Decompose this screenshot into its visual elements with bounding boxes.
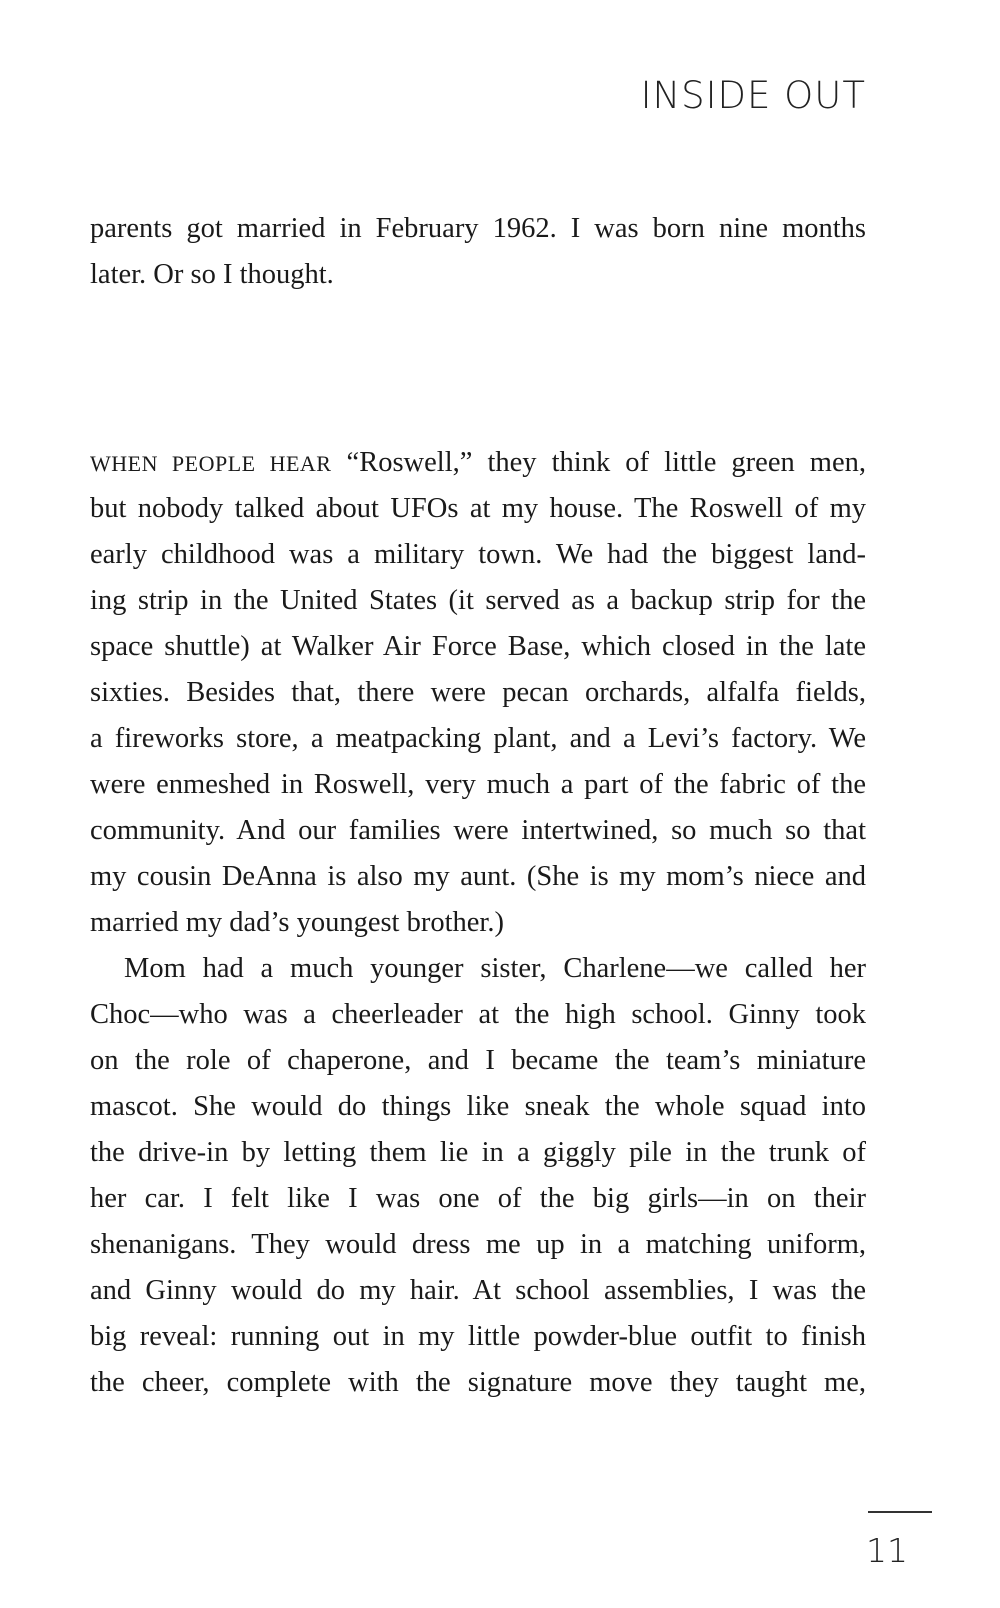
text-line: my cousin DeAnna is also my aunt. (She is my mom’s niece and (90, 861, 866, 892)
text-line: but nobody talked about UFOs at my house. The Roswell of my (90, 493, 866, 524)
text-line: her car. I felt like I was one of the big girls—in on their (90, 1183, 866, 1214)
text-line: a fireworks store, a meatpacking plant, and a Levi’s factory. We (90, 723, 866, 754)
text-line: community. And our families were intertwined, so much so that (90, 815, 866, 846)
page-number: 11 (866, 1531, 908, 1570)
text-line: married my dad’s youngest brother.) (90, 907, 504, 938)
text-line: shenanigans. They would dress me up in a matching uniform, (90, 1229, 866, 1260)
text-line-first (90, 440, 866, 486)
section-body (90, 440, 866, 1406)
text-line: mascot. She would do things like sneak the whole squad into (90, 1091, 866, 1122)
text-line: big reveal: running out in my little powder-blue outfit to finish (90, 1321, 866, 1352)
text-line: and Ginny would do my hair. At school assemblies, I was the (90, 1275, 866, 1306)
folio-rule (868, 1511, 932, 1513)
text-line: later. Or so I thought. (90, 259, 334, 290)
text-line: space shuttle) at Walker Air Force Base, which closed in the late (90, 631, 866, 662)
text-line: the drive-in by letting them lie in a giggly pile in the trunk of (90, 1137, 866, 1168)
section-lead-in: WHEN PEOPLE HEAR (90, 451, 332, 476)
text-line: ing strip in the United States (it served as a backup strip for the (90, 585, 866, 616)
text-line: early childhood was a military town. We had the biggest land- (90, 539, 866, 570)
text-line: were enmeshed in Roswell, very much a part of the fabric of the (90, 769, 866, 800)
text-line: on the role of chaperone, and I became the team’s miniature (90, 1045, 866, 1076)
text-line: Choc—who was a cheerleader at the high school. Ginny took (90, 999, 866, 1030)
paragraph-cheerleader (90, 946, 866, 1406)
text-fragment: “Roswell,” they think of little green men, (331, 447, 866, 478)
paragraph-continued (90, 206, 866, 298)
running-head: INSIDE OUT (640, 74, 866, 117)
text-line: the cheer, complete with the signature move they taught me, (90, 1367, 866, 1398)
text-line: parents got married in February 1962. I was born nine months (90, 213, 866, 244)
paragraph-roswell (90, 440, 866, 946)
text-line: sixties. Besides that, there were pecan orchards, alfalfa fields, (90, 677, 866, 708)
text-line-indented: Mom had a much younger sister, Charlene—we called her (124, 953, 866, 984)
